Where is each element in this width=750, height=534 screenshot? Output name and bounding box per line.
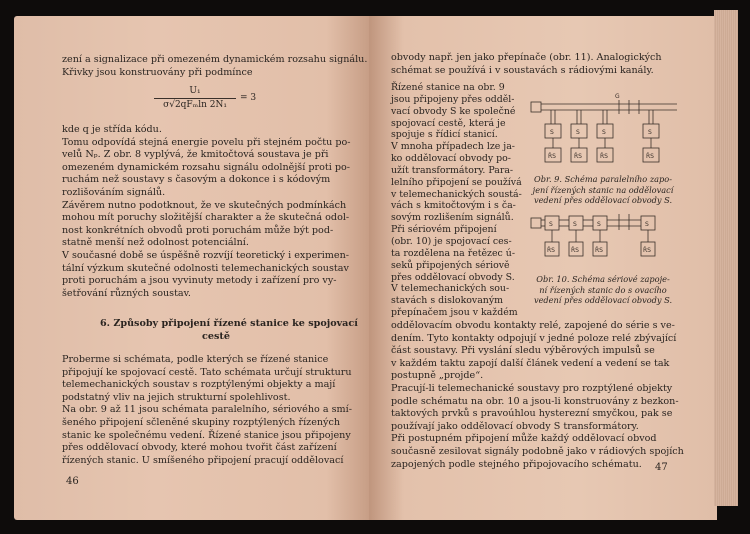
text-line: ta rozdělena na řetězec ú- (391, 247, 515, 259)
text-line: Tomu odpovídá stejná energie povelu při stejném počtu po- (62, 136, 351, 148)
text-line: taktových prvků s pravoúhlou hysterezní smyčkou, pak se (391, 408, 673, 420)
text-line: jsou připojeny přes odděl- (391, 93, 515, 105)
paragraph-1 (62, 124, 351, 300)
box-label: ŘS (595, 247, 603, 254)
text-line: užít transformátory. Para- (391, 164, 514, 176)
text-line: šetřování různých soustav. (62, 287, 191, 299)
intro-text (62, 54, 367, 79)
text-line: v telemechanických soustá- (391, 188, 522, 200)
text-line: omezeném dynamickém rozsahu signálu odolnější proti po- (62, 161, 350, 173)
text-line: připojují ke spojovací cestě. Tato schémata určují strukturu (62, 366, 352, 378)
fraction-bar (154, 98, 236, 99)
box-label: ŘS (646, 153, 654, 160)
full-width-text (391, 320, 684, 471)
text-line: sovým rozlišením signálů. (391, 212, 514, 224)
page-edges (714, 10, 738, 506)
text-line: zapojených podle stejného připojovacího schématu. (391, 458, 642, 470)
box-label: ŘS (574, 153, 582, 160)
paragraph-2 (62, 354, 352, 467)
text-line: část soustavy. Při vyslání sledu výběrových impulsů se (391, 345, 655, 357)
box-label: ŘS (600, 153, 608, 160)
text-line: současně zesilovat signály podobně jako v rádiových spojích (391, 445, 684, 457)
box-label: S (645, 221, 649, 228)
box-label: ŘS (547, 247, 555, 254)
text-line: velů Nₚ. Z obr. 8 vyplývá, že kmitočtová soustava je při (62, 149, 329, 161)
text-line: lelního připojení se používá (391, 176, 522, 188)
column-text (391, 82, 522, 319)
heading-line: 6. Způsoby připojení řízené stanice ke spojovací (100, 318, 358, 329)
text-line: podle schématu na obr. 10 a jsou-li konstruovány z bezkon- (391, 395, 679, 407)
text-line: tální výzkum skutečné odolnosti telemechanických soustav (62, 262, 349, 274)
box-label: S (648, 129, 652, 136)
box-label: S (597, 221, 601, 228)
control-station-box (531, 102, 541, 112)
text-line: seků připojených sériově (391, 259, 510, 271)
caption-line: ní řízených stanic do s ovacího (539, 284, 667, 295)
text-line: schémat se používá i v soustavách s rádiovými kanály. (391, 64, 654, 76)
text-line: Na obr. 9 až 11 jsou schémata paralelního, sériového a smí- (62, 404, 352, 416)
text-line: (obr. 10) je spojovací ces- (391, 235, 512, 247)
text-line: přepínačem jsou v každém (391, 307, 518, 319)
text-line: V mnoha případech lze ja- (391, 141, 515, 153)
control-station-box (531, 218, 541, 228)
page-number: 47 (655, 462, 668, 473)
text-line: Při sériovém připojení (391, 224, 497, 236)
text-line: spojovací cestě, která je (391, 117, 506, 129)
text-line: nost konkrétních obvodů proti poruchám může být pod- (62, 224, 334, 236)
text-line: přes oddělovací obvody, které mohou tvořit část zařízení (62, 442, 337, 454)
formula-denominator: σ√2qFₘln 2N₁ (163, 100, 227, 110)
text-line: Pracují-li telemechanické soustavy pro rozptýlené objekty (391, 382, 673, 394)
text-line: používají jako oddělovací obvody S transformátory. (391, 420, 639, 432)
text-line: statně menší než odolnost potenciální. (62, 237, 249, 249)
text-line: Řízené stanice na obr. 9 (391, 82, 505, 93)
box-label: S (576, 129, 580, 136)
text-line: dením. Tyto kontakty odpojují v jedné poloze relé zbývající (391, 332, 677, 344)
text-line: V telemechanických sou- (391, 283, 510, 295)
text-line: Závěrem nutno podotknout, že ve skutečných podmínkách (62, 199, 347, 211)
text-line: podstatný vliv na jejich strukturní spolehlivost. (62, 391, 291, 403)
text-line: zení a signalizace při omezeném dynamickém rozsahu signálu. (62, 54, 368, 65)
text-line: V současné době se úspěšně rozvíjí teoretický i experimen- (62, 249, 349, 261)
box-label: ŘS (643, 247, 651, 254)
formula-rhs: = 3 (240, 93, 257, 103)
text-line: postupně „projde“. (391, 370, 484, 382)
text-line: telemechanických soustav s rozptýlenými objekty a mají (62, 379, 336, 391)
text-line: stanic ke společnému vedení. Řízené stanice jsou připojeny (62, 429, 351, 441)
section-heading (100, 318, 358, 343)
right-page (369, 16, 717, 520)
text-line: kde q je střída kódu. (62, 124, 162, 135)
text-line: obvody např. jen jako přepínače (obr. 11). Analogických (391, 52, 662, 63)
page-number: 46 (66, 476, 79, 487)
box-label: S (602, 129, 606, 136)
text-line: v každém taktu zapojí další článek vedení a vedení se tak (391, 357, 670, 369)
text-line: rozlišováním signálů. (62, 186, 166, 198)
caption-line: jení řízených stanic na oddělovací (532, 184, 674, 195)
text-line: stavách s dislokovaným (391, 295, 504, 307)
fig9-top-label: G (615, 93, 620, 100)
text-line: spojuje s řídicí stanicí. (391, 129, 498, 141)
text-line: vací obvody S ke společné (391, 105, 516, 117)
figure-9-caption (527, 174, 679, 206)
text-line: proti poruchám a jsou vyvinuty metody i zařízení pro vy- (62, 275, 337, 287)
text-line: Proberme si schémata, podle kterých se řízené stanice (62, 354, 329, 365)
heading-line: cestě (202, 330, 230, 342)
caption-line: Obr. 9. Schéma paralelního zapo- (534, 174, 672, 184)
formula-numerator: U₁ (189, 86, 201, 96)
left-page (14, 16, 369, 520)
caption-line: vedení přes oddělovací obvody S. (533, 195, 673, 205)
text-line: oddělovacím obvodu kontakty relé, zapojené do série s ve- (391, 320, 675, 331)
figure-9-diagram (529, 90, 679, 170)
text-line: mohou mít poruchy složitější charakter a že skutečná odol- (62, 212, 350, 224)
text-line: Křivky jsou konstruovány při podmínce (62, 66, 253, 78)
top-text (391, 52, 662, 77)
box-label: S (573, 221, 577, 228)
text-line: vách s kmitočtovým i s ča- (391, 200, 516, 212)
text-line: ko oddělovací obvody po- (391, 153, 511, 165)
formula (154, 86, 294, 118)
text-line: řízených stanic. U smíšeného připojení pracují oddělovací (62, 454, 344, 466)
box-label: S (549, 221, 553, 228)
figure-10-caption (527, 274, 679, 306)
text-line: šeného připojení sčleněné skupiny rozptýlených řízených (62, 416, 341, 428)
caption-line: vedení přes oddělovací obvody S. (533, 295, 673, 305)
box-label: ŘS (548, 153, 556, 160)
text-line: Při postupném připojení může každý oddělovací obvod (391, 433, 657, 445)
box-label: S (550, 129, 554, 136)
text-line: ruchám než soustavy s časovým a dokonce i s kódovým (62, 174, 331, 186)
box-label: ŘS (571, 247, 579, 254)
figure-10-diagram (529, 208, 679, 272)
text-line: přes oddělovací obvody S. (391, 271, 515, 283)
caption-line: Obr. 10. Schéma sériové zapoje- (536, 274, 670, 284)
